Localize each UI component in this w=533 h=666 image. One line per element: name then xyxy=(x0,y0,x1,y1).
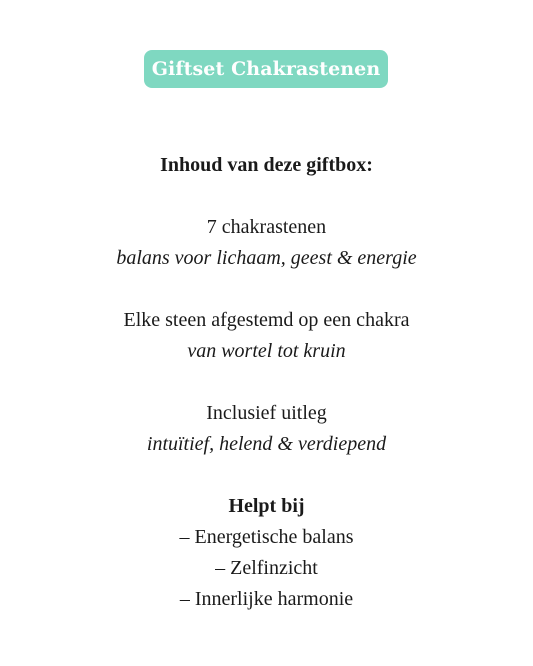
item-subtitle: intuïtief, helend & verdiepend xyxy=(146,433,387,455)
helps-list-item: – Energetische balans xyxy=(179,526,354,548)
title-badge xyxy=(144,50,388,88)
helps-heading: Helpt bij xyxy=(228,495,305,517)
contents-heading: Inhoud van deze giftbox: xyxy=(160,154,373,176)
giftbox-contents xyxy=(0,150,533,615)
item-title: Inclusief uitleg xyxy=(206,402,327,424)
item-title: Elke steen afgestemd op een chakra xyxy=(123,309,410,331)
item-subtitle: van wortel tot kruin xyxy=(187,340,346,362)
item-title: 7 chakrastenen xyxy=(206,216,327,238)
item-subtitle: balans voor lichaam, geest & energie xyxy=(116,247,417,269)
helps-list-item: – Innerlijke harmonie xyxy=(179,588,354,610)
helps-list-item: – Zelfinzicht xyxy=(215,557,318,579)
title-badge-label: Giftset Chakrastenen xyxy=(151,58,381,80)
